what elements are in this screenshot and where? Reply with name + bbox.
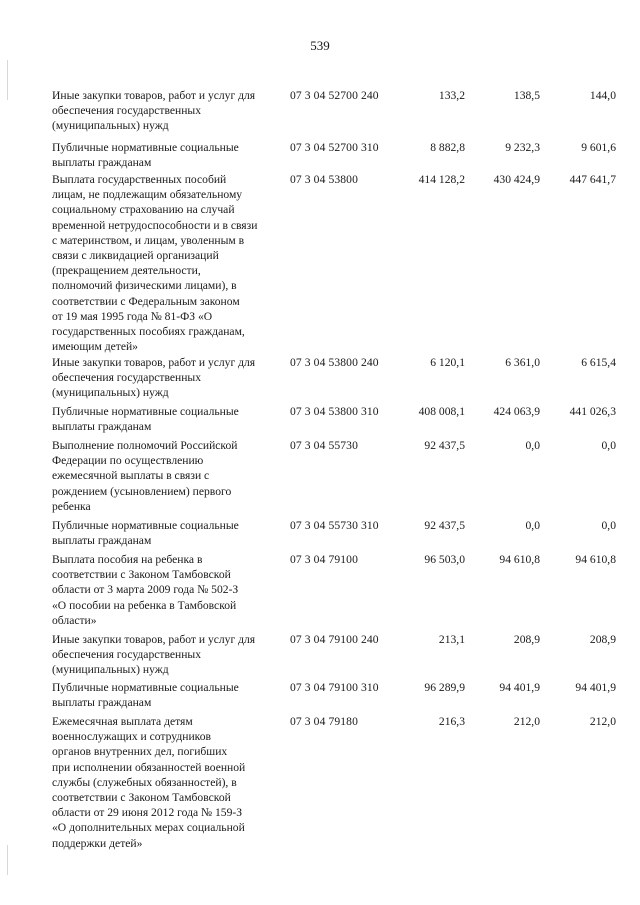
classification-code: 07 3 04 79100 xyxy=(290,553,358,566)
description-line: ежемесячной выплаты в связи с xyxy=(52,469,210,483)
description-line: выплаты гражданам xyxy=(52,420,152,434)
description-line: Федерации по осуществлению xyxy=(52,454,204,468)
description-line: области» xyxy=(52,613,97,627)
description-line: государственных пособиях гражданам, xyxy=(52,325,245,339)
amount-year-2: 424 063,9 xyxy=(493,405,540,418)
classification-code: 07 3 04 53800 240 xyxy=(290,356,379,369)
amount-year-2: 94 401,9 xyxy=(499,681,540,694)
classification-code: 07 3 04 52700 240 xyxy=(290,89,379,102)
amount-year-3: 441 026,3 xyxy=(569,405,616,418)
row-description xyxy=(52,88,284,134)
amount-year-1: 216,3 xyxy=(438,715,465,728)
row-description xyxy=(52,140,284,170)
row-description xyxy=(52,680,284,710)
amount-year-3: 0,0 xyxy=(601,439,616,452)
description-line: при исполнении обязанностей военной xyxy=(52,760,246,774)
description-line: органов внутренних дел, погибших xyxy=(52,745,228,759)
description-line: обеспечения государственных xyxy=(52,104,202,118)
amount-year-1: 92 437,5 xyxy=(424,519,465,532)
description-line: выплаты гражданам xyxy=(52,534,152,548)
amount-year-1: 133,2 xyxy=(438,89,465,102)
description-line: от 19 мая 1995 года № 81-ФЗ «О xyxy=(52,309,213,323)
classification-code: 07 3 04 79100 310 xyxy=(290,681,379,694)
description-line: (муниципальных) нужд xyxy=(52,663,169,677)
description-line: области от 29 июня 2012 года № 159-З xyxy=(52,806,243,820)
description-line: рождением (усыновлением) первого xyxy=(52,484,232,498)
amount-year-3: 208,9 xyxy=(589,633,616,646)
description-line: соответствии с Законом Тамбовской xyxy=(52,791,231,805)
amount-year-3: 6 615,4 xyxy=(581,356,616,369)
description-line: Публичные нормативные социальные xyxy=(52,405,239,418)
description-line: Публичные нормативные социальные xyxy=(52,141,239,154)
description-line: Выплата пособия на ребенка в xyxy=(52,553,203,566)
classification-code: 07 3 04 52700 310 xyxy=(290,141,379,154)
classification-code: 07 3 04 79180 xyxy=(290,715,358,728)
row-description xyxy=(52,518,284,548)
row-description xyxy=(52,438,284,514)
description-line: «О дополнительных мерах социальной xyxy=(52,821,245,835)
amount-year-3: 212,0 xyxy=(589,715,616,728)
classification-code: 07 3 04 53800 xyxy=(290,173,358,186)
description-line: военнослужащих и сотрудников xyxy=(52,730,211,744)
description-line: «О пособии на ребенка в Тамбовской xyxy=(52,598,237,612)
description-line: обеспечения государственных xyxy=(52,648,202,662)
description-line: с материнством, и лицам, уволенным в xyxy=(52,233,245,247)
description-line: выплаты гражданам xyxy=(52,156,152,170)
page-number: 539 xyxy=(310,38,330,53)
description-line: ребенка xyxy=(52,499,91,513)
amount-year-2: 0,0 xyxy=(525,519,540,532)
row-description xyxy=(52,632,284,678)
description-line: службы (служебных обязанностей), в xyxy=(52,775,237,789)
amount-year-2: 6 361,0 xyxy=(505,356,540,369)
amount-year-2: 430 424,9 xyxy=(493,173,540,186)
amount-year-1: 92 437,5 xyxy=(424,439,465,452)
amount-year-2: 0,0 xyxy=(525,439,540,452)
description-line: Иные закупки товаров, работ и услуг для xyxy=(52,356,256,369)
description-line: Выплата государственных пособий xyxy=(52,173,227,186)
amount-year-1: 213,1 xyxy=(438,633,465,646)
description-line: имеющим детей» xyxy=(52,340,138,354)
amount-year-1: 6 120,1 xyxy=(430,356,465,369)
amount-year-2: 212,0 xyxy=(513,715,540,728)
description-line: полномочий физическими лицами), в xyxy=(52,279,237,293)
classification-code: 07 3 04 79100 240 xyxy=(290,633,379,646)
row-description xyxy=(52,172,284,354)
scan-margin-mark xyxy=(7,845,8,875)
row-description xyxy=(52,552,284,628)
row-description xyxy=(52,714,284,851)
description-line: Иные закупки товаров, работ и услуг для xyxy=(52,633,256,646)
description-line: Публичные нормативные социальные xyxy=(52,519,239,532)
description-line: Иные закупки товаров, работ и услуг для xyxy=(52,89,256,102)
scan-margin-mark xyxy=(7,60,8,100)
amount-year-2: 208,9 xyxy=(513,633,540,646)
description-line: Публичные нормативные социальные xyxy=(52,681,239,694)
description-line: (муниципальных) нужд xyxy=(52,386,169,400)
amount-year-3: 447 641,7 xyxy=(569,173,616,186)
classification-code: 07 3 04 55730 310 xyxy=(290,519,379,532)
amount-year-3: 9 601,6 xyxy=(581,141,616,154)
amount-year-1: 414 128,2 xyxy=(418,173,465,186)
description-line: поддержки детей» xyxy=(52,836,143,850)
classification-code: 07 3 04 55730 xyxy=(290,439,358,452)
description-line: лицам, не подлежащим обязательному xyxy=(52,188,243,202)
description-line: временной нетрудоспособности и в связи xyxy=(52,218,258,232)
description-line: (муниципальных) нужд xyxy=(52,119,169,133)
amount-year-3: 94 610,8 xyxy=(575,553,616,566)
description-line: связи с ликвидацией организаций xyxy=(52,249,219,263)
amount-year-1: 408 008,1 xyxy=(418,405,465,418)
row-description xyxy=(52,404,284,434)
amount-year-1: 96 503,0 xyxy=(424,553,465,566)
amount-year-1: 96 289,9 xyxy=(424,681,465,694)
amount-year-1: 8 882,8 xyxy=(430,141,465,154)
amount-year-3: 0,0 xyxy=(601,519,616,532)
description-line: (прекращением деятельности, xyxy=(52,264,201,278)
description-line: Выполнение полномочий Российской xyxy=(52,439,238,452)
description-line: социальному страхованию на случай xyxy=(52,203,235,217)
amount-year-2: 94 610,8 xyxy=(499,553,540,566)
description-line: обеспечения государственных xyxy=(52,371,202,385)
amount-year-3: 144,0 xyxy=(589,89,616,102)
description-line: выплаты гражданам xyxy=(52,696,152,710)
amount-year-2: 9 232,3 xyxy=(505,141,540,154)
amount-year-3: 94 401,9 xyxy=(575,681,616,694)
description-line: Ежемесячная выплата детям xyxy=(52,715,193,728)
description-line: соответствии с Законом Тамбовской xyxy=(52,568,231,582)
description-line: соответствии с Федеральным законом xyxy=(52,294,240,308)
classification-code: 07 3 04 53800 310 xyxy=(290,405,379,418)
row-description xyxy=(52,355,284,401)
description-line: области от 3 марта 2009 года № 502-З xyxy=(52,583,239,597)
amount-year-2: 138,5 xyxy=(513,89,540,102)
